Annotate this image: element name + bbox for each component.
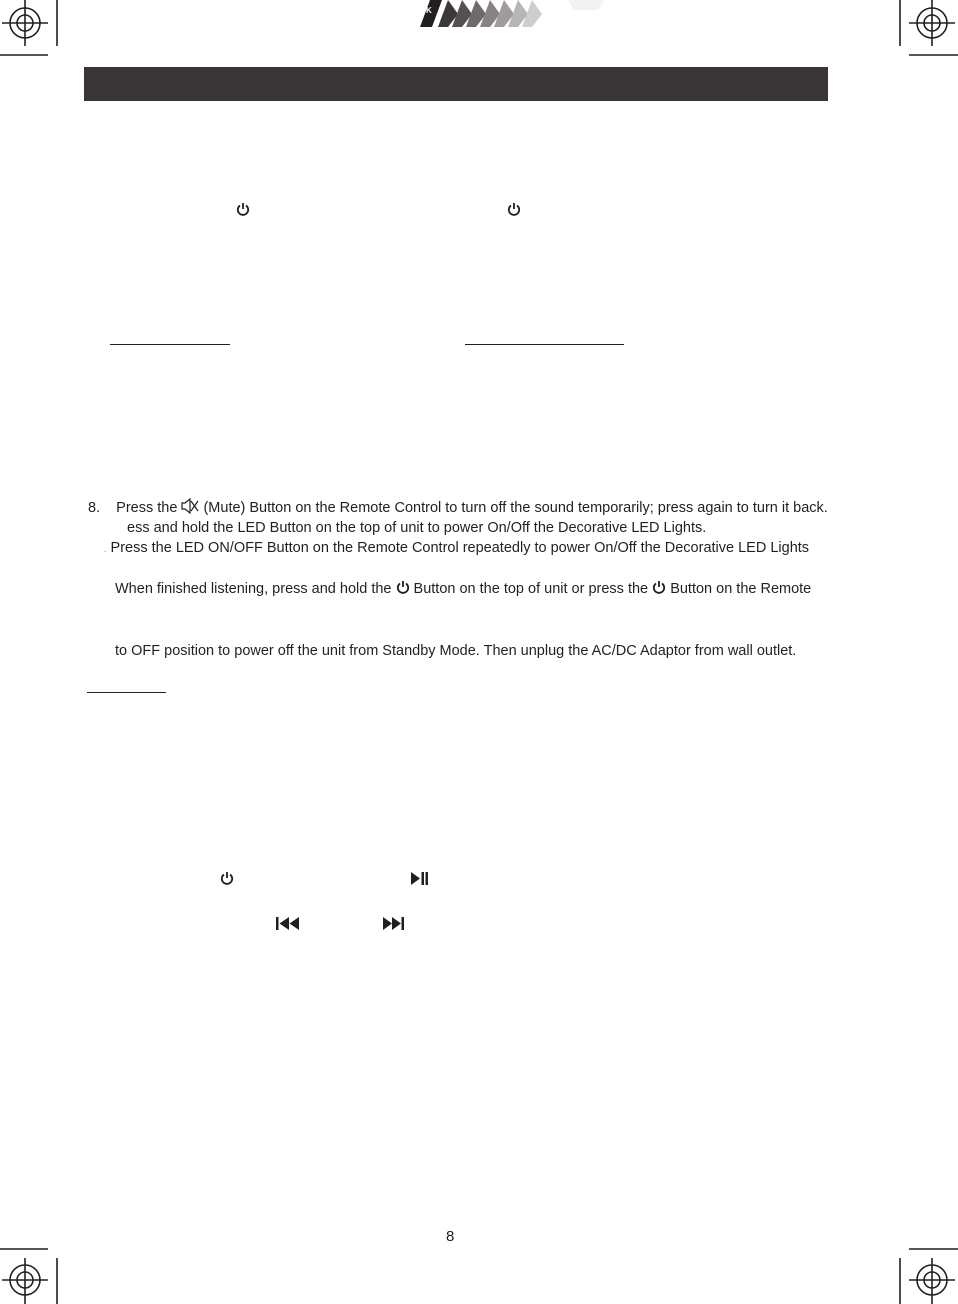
list-item-12	[115, 641, 796, 661]
registration-mark-icon	[900, 0, 958, 55]
list-bullet: .	[104, 544, 107, 554]
list-text: Button on the top of unit or press the	[413, 581, 649, 597]
page-number: 8	[446, 1228, 455, 1245]
list-number: 8.	[88, 500, 101, 516]
power-icon	[396, 580, 410, 595]
header-badge: K	[426, 6, 432, 15]
list-text: to OFF position to power off the unit from Standby Mode. Then unplug the AC/DC Adaptor from wall outlet.	[115, 643, 797, 659]
power-icon	[236, 202, 250, 217]
header-bar	[84, 67, 828, 101]
chevron-strip	[418, 0, 608, 28]
list-item-9	[127, 518, 706, 538]
list-item-8	[88, 498, 828, 518]
list-text: Button on the Remote	[670, 581, 812, 597]
list-text: Press the	[116, 500, 178, 516]
registration-mark-icon	[900, 1249, 958, 1304]
power-icon	[652, 580, 666, 595]
list-item-10	[104, 538, 809, 559]
list-item-11	[115, 579, 811, 599]
registration-mark-icon	[0, 1249, 57, 1304]
list-text: (Mute) Button on the Remote Control to turn off the sound temporarily; press again to turn it back.	[203, 500, 828, 516]
play-pause-icon	[411, 872, 429, 885]
power-icon	[507, 202, 521, 217]
next-track-icon	[383, 917, 404, 930]
mute-icon	[181, 498, 199, 514]
section-rule	[87, 692, 166, 693]
underline-rule	[110, 344, 230, 345]
list-text: ess and hold the LED Button on the top of unit to power On/Off the Decorative LED Lights.	[127, 520, 707, 536]
list-text: Press the LED ON/OFF Button on the Remote Control repeatedly to power On/Off the Decorative LED Lights	[110, 540, 810, 556]
underline-rule	[465, 344, 624, 345]
registration-mark-icon	[0, 0, 57, 55]
previous-track-icon	[276, 917, 300, 930]
power-icon	[220, 871, 234, 886]
list-text: When finished listening, press and hold the	[115, 581, 392, 597]
